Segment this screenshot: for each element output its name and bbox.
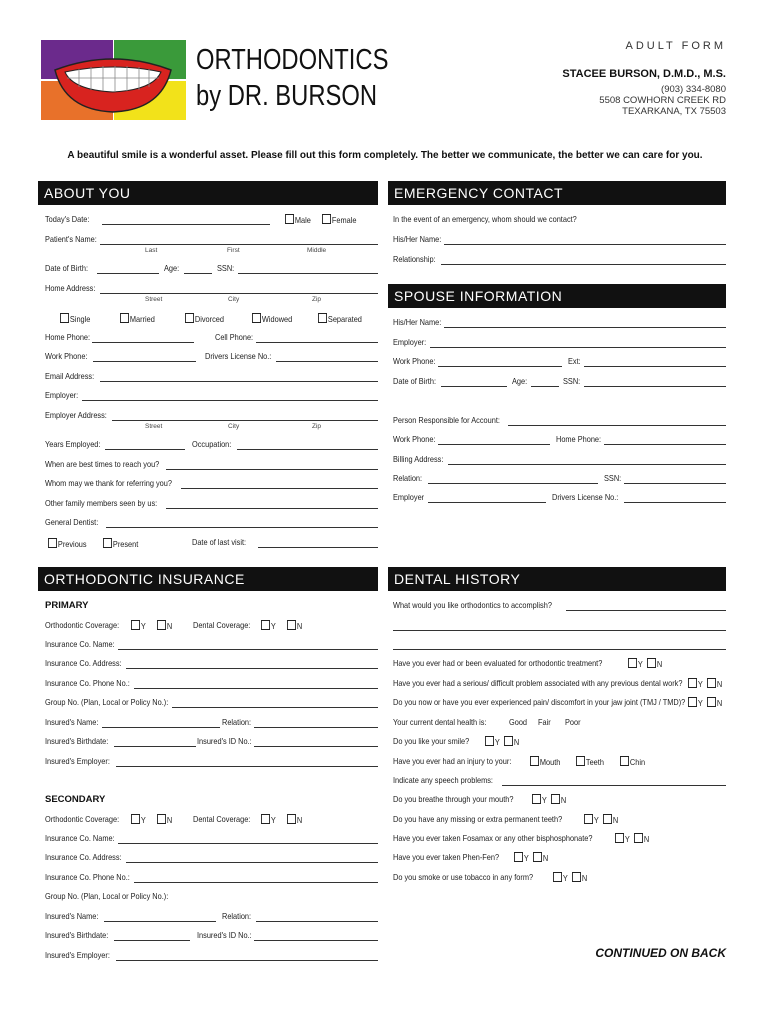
like-smile-y[interactable]: Y (485, 736, 500, 747)
sub-zip: Zip (312, 296, 322, 303)
dob-field[interactable] (97, 273, 159, 274)
serious-y[interactable]: Y (688, 678, 703, 689)
fosamax-y-checkbox[interactable] (615, 833, 624, 843)
health-poor[interactable]: Poor (565, 718, 581, 727)
primary-heading: PRIMARY (45, 600, 89, 611)
spouse-employer-field[interactable] (430, 347, 726, 348)
primary-birthdate-label: Insured's Birthdate: (45, 737, 109, 746)
secondary-dental-y-checkbox[interactable] (261, 814, 270, 824)
spouse-work-phone-label: Work Phone: (393, 357, 436, 366)
primary-employer-label: Insured's Employer: (45, 757, 110, 766)
injury-label: Have you ever had an injury to your: (393, 757, 512, 766)
patient-name-label: Patient's Name: (45, 235, 97, 244)
primary-co-phone-field[interactable] (134, 688, 378, 689)
work-phone-field[interactable] (93, 361, 196, 362)
like-smile-y-checkbox[interactable] (485, 736, 494, 746)
sub-street-2: Street (145, 423, 163, 430)
secondary-group-label: Group No. (Plan, Local or Policy No.): (45, 892, 169, 901)
primary-dental-y-checkbox[interactable] (261, 620, 270, 630)
referring-field[interactable] (181, 488, 378, 489)
sub-city-2: City (228, 423, 240, 430)
secondary-dental-n-checkbox[interactable] (287, 814, 296, 824)
injury-teeth-checkbox[interactable] (576, 756, 585, 766)
secondary-dental-y[interactable]: Y (261, 814, 276, 825)
primary-dental-n[interactable]: N (287, 620, 302, 631)
secondary-id-field[interactable] (254, 940, 378, 941)
married-option[interactable]: Married (120, 313, 155, 324)
injury-chin[interactable]: Chin (620, 756, 645, 767)
tagline: A beautiful smile is a wonderful asset. Please fill out this form completely. The better we communicate, the better we can care for you. (67, 150, 703, 161)
billing-label: Billing Address: (393, 455, 444, 464)
resp-work-phone-label: Work Phone: (393, 435, 436, 444)
phen-y-checkbox[interactable] (514, 852, 523, 862)
home-phone-label: Home Phone: (45, 333, 91, 342)
emergency-name-field[interactable] (444, 244, 726, 245)
emergency-question: In the event of an emergency, whom should we contact? (393, 215, 577, 224)
spouse-employer-label: Employer: (393, 338, 427, 347)
secondary-insured-name-label: Insured's Name: (45, 912, 99, 921)
occupation-label: Occupation: (192, 440, 232, 449)
injury-mouth[interactable]: Mouth (530, 756, 560, 767)
emergency-relationship-field[interactable] (441, 264, 726, 265)
doctor-name: STACEE BURSON, D.M.D., M.S. (562, 68, 726, 80)
fosamax-n[interactable]: N (634, 833, 649, 844)
phen-y[interactable]: Y (514, 852, 529, 863)
accomplish-field[interactable] (566, 610, 726, 611)
sub-zip-2: Zip (312, 423, 322, 430)
responsible-field[interactable] (508, 425, 726, 426)
secondary-heading: SECONDARY (45, 794, 106, 805)
resp-home-phone-label: Home Phone: (556, 435, 602, 444)
last-visit-field[interactable] (258, 547, 378, 548)
accomplish-field-2[interactable] (393, 630, 726, 631)
primary-insured-name-label: Insured's Name: (45, 718, 99, 727)
drivers-license-label: Drivers License No.: (205, 352, 272, 361)
primary-id-label: Insured's ID No.: (197, 737, 252, 746)
family-field[interactable] (166, 508, 378, 509)
fosamax-y[interactable]: Y (615, 833, 630, 844)
primary-ortho-n-checkbox[interactable] (157, 620, 166, 630)
todays-date-field[interactable] (102, 224, 270, 225)
emergency-name-label: His/Her Name: (393, 235, 442, 244)
single-option[interactable]: Single (60, 313, 90, 324)
tmj-label: Do you now or have you ever experienced pain/ discomfort in your jaw joint (TMJ / TMD)? (393, 698, 686, 707)
present-option[interactable]: Present (103, 538, 138, 549)
employer-label: Employer: (45, 391, 79, 400)
resp-work-phone-field[interactable] (438, 444, 550, 445)
present-checkbox[interactable] (103, 538, 112, 548)
serious-n[interactable]: N (707, 678, 722, 689)
section-spouse: SPOUSE INFORMATION (388, 284, 726, 308)
resp-home-phone-field[interactable] (604, 444, 726, 445)
smoke-y-checkbox[interactable] (553, 872, 562, 882)
form-type: ADULT FORM (625, 40, 726, 52)
evaluated-n-checkbox[interactable] (647, 658, 656, 668)
ssn-field[interactable] (238, 273, 378, 274)
secondary-ortho-y-checkbox[interactable] (131, 814, 140, 824)
single-checkbox[interactable] (60, 313, 69, 323)
secondary-ortho-coverage-label: Orthodontic Coverage: (45, 815, 120, 824)
occupation-field[interactable] (237, 449, 378, 450)
brand-line-2: by DR. BURSON (196, 80, 378, 112)
secondary-co-phone-label: Insurance Co. Phone No.: (45, 873, 130, 882)
primary-insured-name-field[interactable] (102, 727, 220, 728)
phen-n[interactable]: N (533, 852, 548, 863)
spouse-age-field[interactable] (531, 386, 559, 387)
serious-n-checkbox[interactable] (707, 678, 716, 688)
employer-address-field[interactable] (112, 420, 378, 421)
evaluated-label: Have you ever had or been evaluated for orthodontic treatment? (393, 659, 603, 668)
spouse-dob-label: Date of Birth: (393, 377, 437, 386)
primary-co-name-field[interactable] (118, 649, 378, 650)
relation-label: Relation: (393, 474, 423, 483)
smoke-y[interactable]: Y (553, 872, 568, 883)
sub-city: City (228, 296, 240, 303)
secondary-co-phone-field[interactable] (134, 882, 378, 883)
spouse-ext-label: Ext: (568, 357, 581, 366)
relation-field[interactable] (428, 483, 598, 484)
primary-co-phone-label: Insurance Co. Phone No.: (45, 679, 130, 688)
section-about: ABOUT YOU (38, 181, 378, 205)
home-phone-field[interactable] (92, 342, 194, 343)
email-label: Email Address: (45, 372, 95, 381)
fosamax-label: Have you ever taken Fosamax or any other bisphosphonate? (393, 834, 593, 843)
email-field[interactable] (100, 381, 378, 382)
missing-y[interactable]: Y (584, 814, 599, 825)
spouse-ssn-field[interactable] (584, 386, 726, 387)
family-label: Other family members seen by us: (45, 499, 158, 508)
best-times-field[interactable] (166, 469, 378, 470)
brand-line-1: ORTHODONTICS (196, 44, 389, 76)
male-checkbox[interactable] (285, 214, 294, 224)
secondary-dental-coverage-label: Dental Coverage: (193, 815, 251, 824)
sub-first: First (227, 247, 240, 254)
primary-id-field[interactable] (254, 746, 378, 747)
home-address-field[interactable] (100, 293, 378, 294)
spouse-ext-field[interactable] (584, 366, 726, 367)
section-dental: DENTAL HISTORY (388, 567, 726, 591)
serious-y-checkbox[interactable] (688, 678, 697, 688)
secondary-relation-label: Relation: (222, 912, 252, 921)
best-times-label: When are best times to reach you? (45, 460, 160, 469)
like-smile-label: Do you like your smile? (393, 737, 470, 746)
missing-label: Do you have any missing or extra permanent teeth? (393, 815, 563, 824)
serious-label: Have you ever had a serious/ difficult problem associated with any previous dental work? (393, 679, 683, 688)
breathe-y[interactable]: Y (532, 794, 547, 805)
sub-street: Street (145, 296, 163, 303)
secondary-id-label: Insured's ID No.: (197, 931, 252, 940)
tmj-n-checkbox[interactable] (707, 697, 716, 707)
practice-street: 5508 COWHORN CREEK RD (599, 95, 726, 106)
speech-field[interactable] (502, 785, 726, 786)
health-label: Your current dental health is: (393, 718, 487, 727)
primary-employer-field[interactable] (116, 766, 378, 767)
female-option[interactable]: Female (322, 214, 356, 225)
secondary-employer-label: Insured's Employer: (45, 951, 110, 960)
secondary-ortho-y[interactable]: Y (131, 814, 146, 825)
resp-ssn-label: SSN: (604, 474, 622, 483)
drivers-license-field[interactable] (276, 361, 378, 362)
work-phone-label: Work Phone: (45, 352, 88, 361)
practice-phone: (903) 334-8080 (661, 84, 726, 95)
missing-n-checkbox[interactable] (603, 814, 612, 824)
married-checkbox[interactable] (120, 313, 129, 323)
cell-phone-field[interactable] (256, 342, 378, 343)
spouse-name-field[interactable] (444, 327, 726, 328)
smile-icon (41, 40, 186, 120)
widowed-checkbox[interactable] (252, 313, 261, 323)
primary-relation-label: Relation: (222, 718, 252, 727)
primary-group-label: Group No. (Plan, Local or Policy No.): (45, 698, 169, 707)
divorced-option[interactable]: Divorced (185, 313, 224, 324)
resp-employer-field[interactable] (428, 502, 546, 503)
primary-birthdate-field[interactable] (114, 746, 196, 747)
secondary-employer-field[interactable] (116, 960, 378, 961)
speech-label: Indicate any speech problems: (393, 776, 493, 785)
primary-dental-y[interactable]: Y (261, 620, 276, 631)
smoke-n-checkbox[interactable] (572, 872, 581, 882)
resp-ssn-field[interactable] (624, 483, 726, 484)
primary-ortho-coverage-label: Orthodontic Coverage: (45, 621, 120, 630)
secondary-ortho-n-checkbox[interactable] (157, 814, 166, 824)
tmj-n[interactable]: N (707, 697, 722, 708)
secondary-birthdate-field[interactable] (114, 940, 190, 941)
injury-teeth[interactable]: Teeth (576, 756, 604, 767)
cell-phone-label: Cell Phone: (215, 333, 254, 342)
age-field[interactable] (184, 273, 212, 274)
health-good[interactable]: Good (509, 718, 528, 727)
employer-address-label: Employer Address: (45, 411, 107, 420)
practice-logo (41, 40, 186, 120)
tmj-y[interactable]: Y (688, 697, 703, 708)
secondary-relation-field[interactable] (256, 921, 378, 922)
widowed-option[interactable]: Widowed (252, 313, 292, 324)
secondary-ortho-n[interactable]: N (157, 814, 172, 825)
practice-city: TEXARKANA, TX 75503 (622, 106, 726, 117)
sub-middle: Middle (307, 247, 327, 254)
accomplish-label: What would you like orthodontics to accomplish? (393, 601, 552, 610)
female-checkbox[interactable] (322, 214, 331, 224)
ssn-label: SSN: (217, 264, 235, 273)
age-label: Age: (164, 264, 180, 273)
referring-label: Whom may we thank for referring you? (45, 479, 172, 488)
breathe-y-checkbox[interactable] (532, 794, 541, 804)
primary-dental-n-checkbox[interactable] (287, 620, 296, 630)
resp-license-label: Drivers License No.: (552, 493, 619, 502)
resp-employer-label: Employer (393, 493, 425, 502)
years-employed-field[interactable] (105, 449, 185, 450)
secondary-co-address-field[interactable] (126, 862, 378, 863)
spouse-work-phone-field[interactable] (438, 366, 562, 367)
primary-dental-coverage-label: Dental Coverage: (193, 621, 251, 630)
primary-co-address-label: Insurance Co. Address: (45, 659, 122, 668)
todays-date-label: Today's Date: (45, 215, 90, 224)
emergency-relationship-label: Relationship: (393, 255, 436, 264)
accomplish-field-3[interactable] (393, 649, 726, 650)
primary-group-field[interactable] (172, 707, 378, 708)
evaluated-y-checkbox[interactable] (628, 658, 637, 668)
evaluated-y[interactable]: Y (628, 658, 643, 669)
breathe-n-checkbox[interactable] (551, 794, 560, 804)
missing-y-checkbox[interactable] (584, 814, 593, 824)
responsible-label: Person Responsible for Account: (393, 416, 500, 425)
employer-field[interactable] (82, 400, 378, 401)
secondary-co-name-label: Insurance Co. Name: (45, 834, 115, 843)
years-employed-label: Years Employed: (45, 440, 101, 449)
injury-chin-checkbox[interactable] (620, 756, 629, 766)
like-smile-n-checkbox[interactable] (504, 736, 513, 746)
dentist-label: General Dentist: (45, 518, 99, 527)
spouse-dob-field[interactable] (441, 386, 507, 387)
spouse-age-label: Age: (512, 377, 528, 386)
smoke-label: Do you smoke or use tobacco in any form? (393, 873, 534, 882)
spouse-name-label: His/Her Name: (393, 318, 442, 327)
separated-option[interactable]: Separated (318, 313, 362, 324)
secondary-dental-n[interactable]: N (287, 814, 302, 825)
sub-last: Last (145, 247, 158, 254)
patient-name-field[interactable] (100, 244, 378, 245)
primary-ortho-n[interactable]: N (157, 620, 172, 631)
tmj-y-checkbox[interactable] (688, 697, 697, 707)
spouse-ssn-label: SSN: (563, 377, 581, 386)
previous-option[interactable]: Previous (48, 538, 87, 549)
primary-relation-field[interactable] (254, 727, 378, 728)
male-option[interactable]: Male (285, 214, 311, 225)
previous-checkbox[interactable] (48, 538, 57, 548)
breathe-n[interactable]: N (551, 794, 566, 805)
primary-co-name-label: Insurance Co. Name: (45, 640, 115, 649)
health-fair[interactable]: Fair (538, 718, 551, 727)
separated-checkbox[interactable] (318, 313, 327, 323)
billing-field[interactable] (448, 464, 726, 465)
home-address-label: Home Address: (45, 284, 96, 293)
dob-label: Date of Birth: (45, 264, 89, 273)
resp-license-field[interactable] (624, 502, 726, 503)
secondary-birthdate-label: Insured's Birthdate: (45, 931, 109, 940)
missing-n[interactable]: N (603, 814, 618, 825)
fosamax-n-checkbox[interactable] (634, 833, 643, 843)
phen-label: Have you ever taken Phen-Fen? (393, 853, 500, 862)
primary-ortho-y[interactable]: Y (131, 620, 146, 631)
primary-ortho-y-checkbox[interactable] (131, 620, 140, 630)
section-insurance: ORTHODONTIC INSURANCE (38, 567, 378, 591)
section-emergency: EMERGENCY CONTACT (388, 181, 726, 205)
smoke-n[interactable]: N (572, 872, 587, 883)
like-smile-n[interactable]: N (504, 736, 519, 747)
secondary-co-address-label: Insurance Co. Address: (45, 853, 122, 862)
divorced-checkbox[interactable] (185, 313, 194, 323)
continued-on-back: CONTINUED ON BACK (595, 946, 726, 960)
secondary-co-name-field[interactable] (118, 843, 378, 844)
dentist-field[interactable] (106, 527, 378, 528)
phen-n-checkbox[interactable] (533, 852, 542, 862)
breathe-label: Do you breathe through your mouth? (393, 795, 514, 804)
secondary-insured-name-field[interactable] (104, 921, 216, 922)
last-visit-label: Date of last visit: (192, 538, 247, 547)
injury-mouth-checkbox[interactable] (530, 756, 539, 766)
evaluated-n[interactable]: N (647, 658, 662, 669)
primary-co-address-field[interactable] (126, 668, 378, 669)
